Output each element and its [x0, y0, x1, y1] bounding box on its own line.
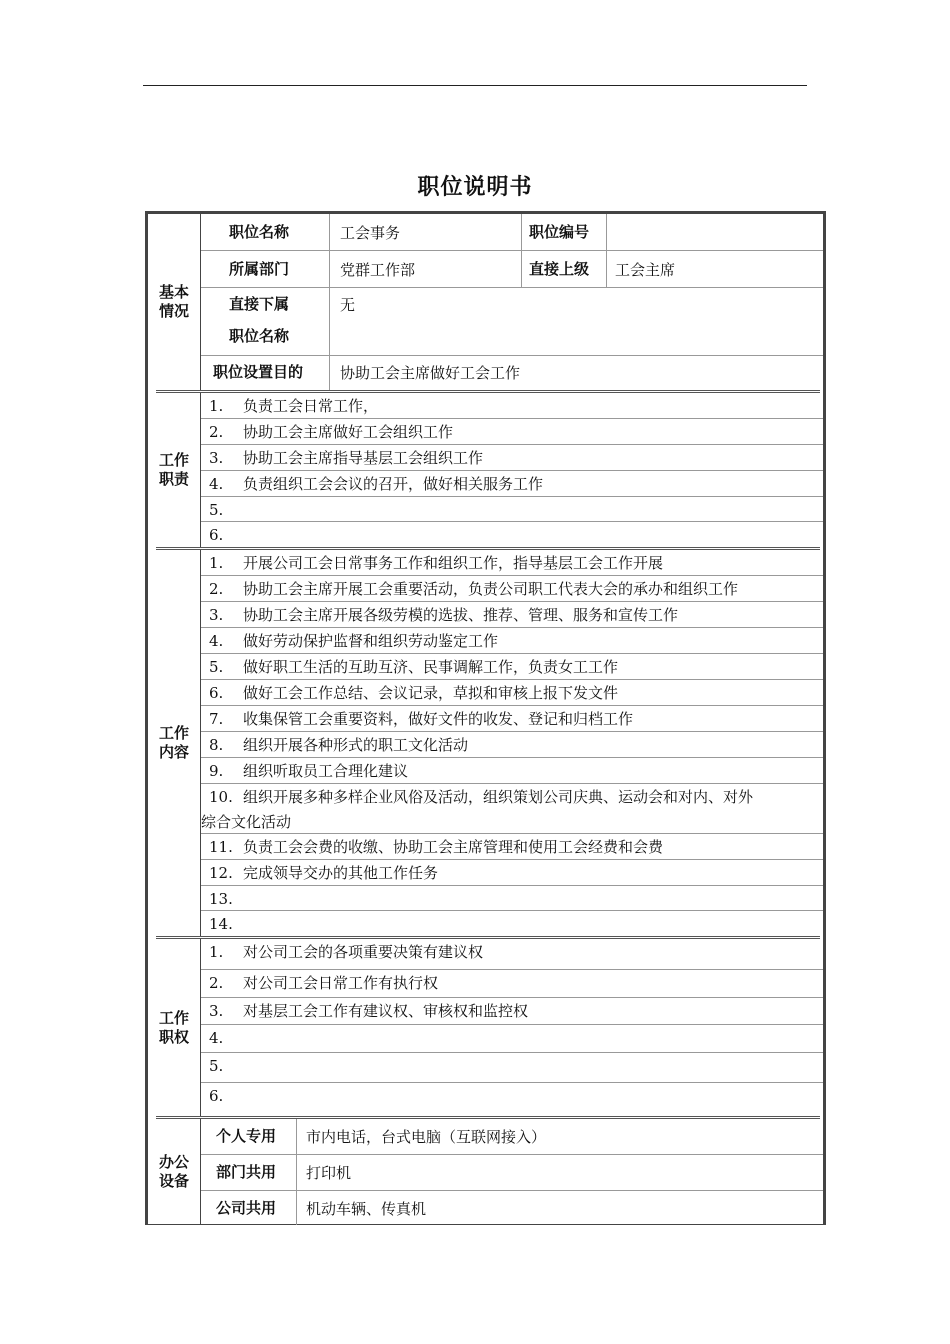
list-item-number: 1. [209, 397, 224, 415]
list-item-number: 3. [209, 449, 224, 467]
list-item-text [209, 1086, 243, 1106]
list-item [201, 522, 823, 547]
list-item [201, 911, 823, 936]
list-item-content: 做好职工生活的互助互济、民事调解工作，负责女工工作 [243, 658, 619, 676]
list-item-content: 做好劳动保护监督和组织劳动鉴定工作 [243, 632, 499, 650]
authority-label: 工作职权 [158, 1008, 189, 1046]
list-item-continuation: 综合文化活动 [201, 813, 292, 831]
list-item-number: 5. [209, 1057, 224, 1075]
list-item-content: 组织听取员工合理化建议 [243, 762, 409, 780]
list-item-content: 开展公司工会日常事务工作和组织工作，指导基层工会工作开展 [243, 554, 664, 572]
purpose-label: 职位设置目的 [213, 363, 304, 381]
basic-row-subordinate [201, 288, 823, 356]
authority-body [200, 939, 823, 1116]
list-item [201, 628, 823, 654]
list-item [201, 576, 823, 602]
list-item-content: 负责工会日常工作， [243, 397, 379, 415]
list-item [201, 550, 823, 576]
list-item-text [209, 525, 243, 545]
content-label: 工作内容 [158, 724, 189, 761]
list-item [201, 1083, 823, 1116]
list-item-text [209, 914, 243, 934]
list-item-text [209, 1001, 528, 1021]
list-item-number: 5. [209, 658, 224, 676]
subordinate-value: 无 [340, 296, 356, 314]
duties-label: 工作职责 [158, 451, 189, 488]
list-item-content: 负责工会会费的收缴、协助工会主席管理和使用工会经费和会费 [243, 838, 664, 856]
list-item-number: 4. [209, 475, 224, 493]
list-item-text [209, 1056, 243, 1076]
list-item-number: 2. [209, 580, 224, 598]
equipment-row [201, 1155, 823, 1191]
list-item [201, 1053, 823, 1083]
list-item-text [209, 579, 738, 599]
equipment-row-value: 机动车辆、传真机 [306, 1200, 427, 1218]
list-item [201, 602, 823, 628]
list-item-text [209, 735, 468, 755]
list-item-text [209, 942, 483, 962]
equipment-row-value: 打印机 [306, 1164, 352, 1182]
list-item [201, 706, 823, 732]
basic-row-purpose [201, 356, 823, 390]
header-rule [143, 85, 807, 86]
list-item-text [209, 761, 408, 781]
list-item [201, 1025, 823, 1053]
list-item [201, 784, 823, 834]
list-item [201, 445, 823, 471]
list-item-number: 2. [209, 423, 224, 441]
list-item-number: 7. [209, 710, 224, 728]
list-item-text [209, 683, 618, 703]
authority-section [148, 939, 823, 1116]
list-item-number: 4. [209, 1029, 224, 1047]
superior-value: 工会主席 [615, 261, 676, 279]
duties-body [200, 393, 823, 547]
equipment-row-value: 市内电话，台式电脑（互联网接入） [306, 1128, 547, 1146]
list-item-content: 对公司工会的各项重要决策有建议权 [243, 943, 484, 961]
list-item-text [209, 396, 378, 416]
equipment-row-label: 部门共用 [216, 1163, 277, 1181]
department-label: 所属部门 [229, 260, 290, 278]
subordinate-label-2: 职位名称 [229, 327, 290, 345]
list-item [201, 758, 823, 784]
list-item-number: 4. [209, 632, 224, 650]
list-item-text [209, 787, 753, 807]
list-item [201, 654, 823, 680]
list-item-number: 13. [209, 890, 233, 908]
equipment-row-label: 个人专用 [216, 1127, 277, 1145]
list-item-content: 收集保管工会重要资料，做好文件的收发、登记和归档工作 [243, 710, 634, 728]
list-item-number: 1. [209, 943, 224, 961]
list-item-content: 负责组织工会会议的召开，做好相关服务工作 [243, 475, 544, 493]
list-item-number: 2. [209, 974, 224, 992]
list-item-content: 做好工会工作总结、会议记录，草拟和审核上报下发文件 [243, 684, 619, 702]
list-item-number: 6. [209, 526, 224, 544]
list-item-number: 3. [209, 606, 224, 624]
basic-info-section [148, 214, 823, 390]
job-description-form [145, 211, 826, 1225]
list-item-number: 3. [209, 1002, 224, 1020]
list-item-text [209, 889, 243, 909]
list-item [201, 471, 823, 497]
equipment-label: 办公设备 [158, 1153, 189, 1190]
basic-info-body [200, 214, 823, 390]
list-item [201, 939, 823, 970]
list-item-content: 组织开展各种形式的职工文化活动 [243, 736, 469, 754]
list-item-content: 完成领导交办的其他工作任务 [243, 864, 439, 882]
list-item-content: 协助工会主席开展工会重要活动，负责公司职工代表大会的承办和组织工作 [243, 580, 739, 598]
list-item-number: 6. [209, 684, 224, 702]
equipment-row-label: 公司共用 [216, 1199, 277, 1217]
list-item [201, 497, 823, 522]
list-item-text [209, 422, 453, 442]
list-item [201, 998, 823, 1025]
list-item [201, 393, 823, 419]
list-item-text [209, 474, 543, 494]
list-item [201, 886, 823, 911]
position-name-label: 职位名称 [229, 223, 290, 241]
content-body [200, 550, 823, 936]
list-item-text [209, 500, 243, 520]
list-item-text [209, 605, 678, 625]
list-item-content: 协助工会主席做好工会组织工作 [243, 423, 454, 441]
equipment-row [201, 1191, 823, 1225]
list-item-content: 对公司工会日常工作有执行权 [243, 974, 439, 992]
list-item-number: 9. [209, 762, 224, 780]
list-item-text [209, 448, 483, 468]
subordinate-label-1: 直接下属 [229, 295, 290, 313]
list-item [201, 860, 823, 886]
list-item-content: 组织开展多种多样企业风俗及活动，组织策划公司庆典、运动会和对内、对外 [243, 788, 754, 806]
basic-row-name [201, 214, 823, 251]
list-item-number: 12. [209, 864, 233, 882]
list-item [201, 834, 823, 860]
basic-info-label: 基本情况 [158, 283, 189, 320]
position-code-label: 职位编号 [529, 223, 590, 241]
department-value: 党群工作部 [340, 261, 416, 279]
list-item-content: 协助工会主席指导基层工会组织工作 [243, 449, 484, 467]
list-item-text [209, 863, 438, 883]
list-item-number: 11. [209, 838, 233, 856]
list-item-text [209, 657, 618, 677]
basic-row-department [201, 251, 823, 288]
superior-label: 直接上级 [529, 260, 590, 278]
list-item-number: 8. [209, 736, 224, 754]
list-item-text [209, 553, 663, 573]
document-title: 职位说明书 [417, 175, 533, 200]
list-item-number: 6. [209, 1087, 224, 1105]
list-item-text [209, 1028, 243, 1048]
list-item-content: 对基层工会工作有建议权、审核权和监控权 [243, 1002, 529, 1020]
list-item-number: 14. [209, 915, 233, 933]
list-item [201, 970, 823, 998]
duties-section [148, 393, 823, 547]
equipment-body [200, 1119, 823, 1225]
equipment-section [148, 1119, 823, 1225]
list-item-number: 5. [209, 501, 224, 519]
purpose-value: 协助工会主席做好工会工作 [340, 364, 521, 382]
equipment-row [201, 1119, 823, 1155]
list-item [201, 732, 823, 758]
list-item-number: 1. [209, 554, 224, 572]
content-section [148, 550, 823, 936]
list-item-number: 10. [209, 788, 233, 806]
list-item-text [209, 709, 633, 729]
position-name-value: 工会事务 [340, 224, 401, 242]
list-item-content: 协助工会主席开展各级劳模的选拔、推荐、管理、服务和宣传工作 [243, 606, 679, 624]
list-item-text [209, 973, 438, 993]
list-item [201, 680, 823, 706]
list-item-text [209, 837, 663, 857]
list-item [201, 419, 823, 445]
list-item-text [209, 631, 498, 651]
